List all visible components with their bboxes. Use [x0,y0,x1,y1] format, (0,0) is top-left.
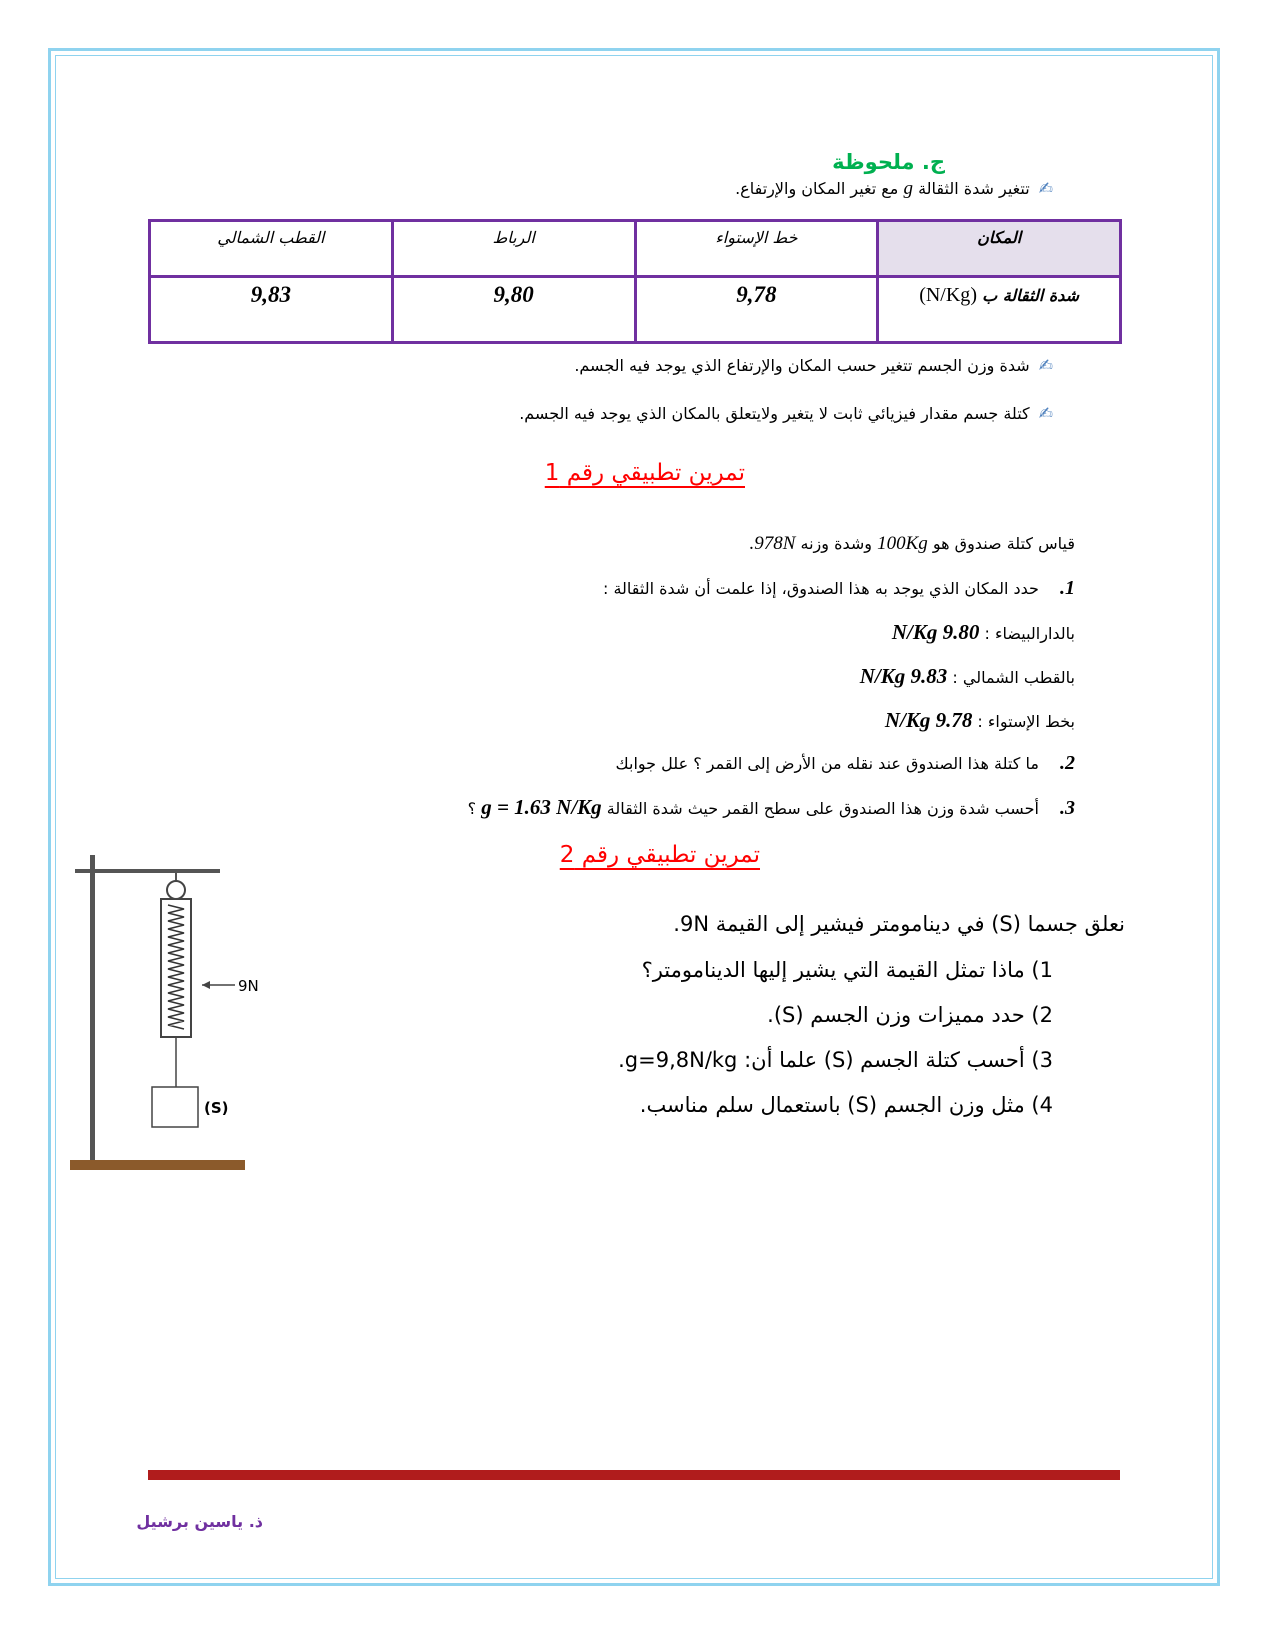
q1-text: حدد المكان الذي يوجد به هذا الصندوق، إذا علمت أن شدة الثقالة : [602,579,1039,598]
exercise-2-q4: 4) مثل وزن الجسم (S) باستعمال سلم مناسب. [639,1093,1053,1117]
pen-bullet-icon: ✍ [1038,179,1053,199]
table-value-rabat: 9,80 [392,277,635,343]
place-label: بالدارالبيضاء : [984,624,1075,643]
table-row-label-text: شدة الثقالة ب [982,286,1080,305]
note-line-1-a: تتغير شدة الثقالة [918,179,1030,198]
exercise-2-q1: 1) ماذا تمثل القيمة التي يشير إليها الدينامومتر؟ [641,958,1053,982]
place-north-pole [860,664,1075,689]
reading-label: 9N [238,977,259,995]
stand-pole [90,855,95,1160]
exercise-2-q3: 3) أحسب كتلة الجسم (S) علما أن: g=9,8N/kg. [618,1048,1053,1072]
exercise-2-intro: نعلق جسما (S) في دينامومتر فيشير إلى القيمة 9N. [673,912,1125,936]
q3-end: ؟ [467,799,477,818]
q3-value: g = 1.63 N/Kg [481,795,602,819]
q2-number: 2. [1060,752,1075,774]
place-value: 9.80 N/Kg [891,620,980,644]
note-line-3 [519,404,1053,424]
table-header-north-pole: القطب الشمالي [150,221,393,277]
q3-number: 3. [1060,797,1075,819]
table-row-unit: (N/Kg) [919,284,977,306]
place-label: بخط الإستواء : [977,712,1075,731]
exercise-1-q3 [468,795,1075,820]
stand-arm [75,869,220,873]
author-name: ذ. ياسين برشيل [136,1512,263,1531]
exercise-1-intro-b: وشدة وزنه [800,534,872,553]
exercise-1-weight: 978N. [749,533,796,554]
table-header-rabat: الرباط [392,221,635,277]
footer-bar [148,1470,1120,1480]
gravity-symbol: g [903,178,913,199]
exercise-2-q2: 2) حدد مميزات وزن الجسم (S). [767,1003,1053,1027]
pen-bullet-icon: ✍ [1038,404,1053,424]
place-value: 9.78 N/Kg [884,708,973,732]
gravity-table [148,219,1122,344]
q2-text: ما كتلة هذا الصندوق عند نقله من الأرض إلى القمر ؟ علل جوابك [615,754,1039,773]
note-line-2-text: شدة وزن الجسم تتغير حسب المكان والإرتفاع الذي يوجد فيه الجسم. [574,356,1030,375]
pen-bullet-icon: ✍ [1038,356,1053,376]
exercise-1-intro-a: قياس كتلة صندوق هو [932,534,1075,553]
stand-base [70,1160,245,1170]
note-line-1 [735,178,1053,200]
table-header-place: المكان [878,221,1121,277]
exercise-2-title: تمرين تطبيقي رقم 2 [559,842,760,868]
table-value-equator: 9,78 [635,277,878,343]
arrow-head-icon [202,981,210,989]
table-value-north-pole: 9,83 [150,277,393,343]
body-s [152,1087,198,1127]
exercise-1-intro [749,533,1075,555]
exercise-1-mass: 100Kg [877,533,928,554]
q1-number: 1. [1060,577,1075,599]
place-label: بالقطب الشمالي : [952,668,1075,687]
hook-ring [167,881,185,899]
table-header-equator: خط الإستواء [635,221,878,277]
note-line-3-text: كتلة جسم مقدار فيزيائي ثابت لا يتغير ولايتعلق بالمكان الذي يوجد فيه الجسم. [519,404,1030,423]
body-s-label: (S) [204,1099,229,1117]
place-value: 9.83 N/Kg [859,664,948,688]
note-line-1-b: مع تغير المكان والإرتفاع. [735,179,899,198]
exercise-1-title: تمرين تطبيقي رقم 1 [544,460,745,486]
exercise-1-q1 [603,577,1075,600]
q3-text: أحسب شدة وزن هذا الصندوق على سطح القمر حيث شدة الثقالة [606,799,1039,818]
table-row-label [878,277,1121,343]
place-casablanca [892,620,1075,645]
note-line-2 [574,356,1053,376]
note-heading: ج. ملحوظة [832,150,945,174]
dynamometer-figure [70,855,259,1185]
exercise-1-q2 [616,752,1075,775]
place-equator [885,708,1075,733]
